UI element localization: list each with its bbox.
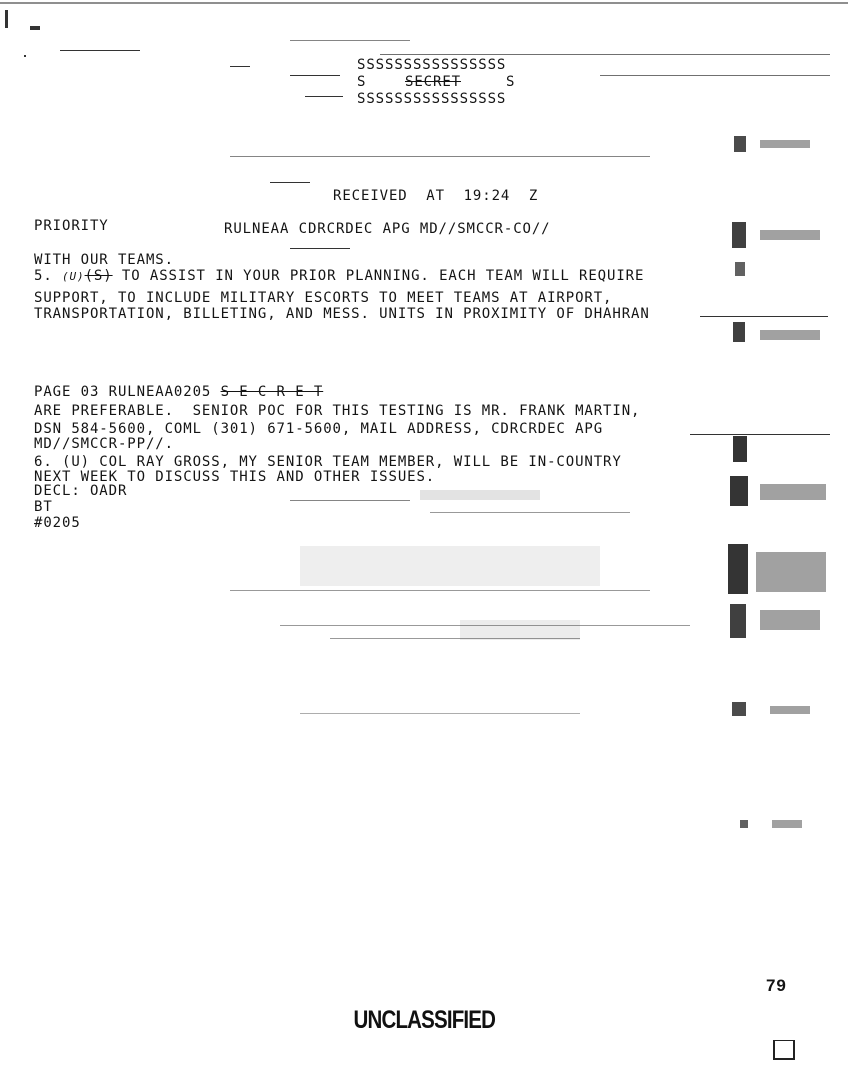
declassification-line: DECL: OADR [34, 483, 128, 499]
classification-banner-secret: SECRET [405, 74, 461, 90]
paragraph-5-line [34, 268, 644, 285]
page-header-text: PAGE 03 RULNEAA0205 [34, 384, 221, 400]
page-header-struck-classification: S E C R E T [220, 384, 324, 400]
struck-classification: (S) [84, 268, 113, 284]
classification-banner-line3: SSSSSSSSSSSSSSSS [357, 91, 507, 107]
classification-banner-line2-right: S [506, 74, 516, 90]
message-number: #0205 [34, 515, 81, 531]
classification-banner-line2-left: S [357, 74, 367, 90]
body-line: ARE PREFERABLE. SENIOR POC FOR THIS TESTING IS MR. FRANK MARTIN, [34, 403, 641, 419]
checkbox-mark [773, 1040, 795, 1060]
priority-label: PRIORITY [34, 218, 109, 234]
page-header [34, 384, 323, 400]
paragraph-6-line: 6. (U) COL RAY GROSS, MY SENIOR TEAM MEMBER, WILL BE IN-COUNTRY [34, 454, 622, 470]
unclassified-stamp: UNCLASSIFIED [353, 1006, 496, 1034]
body-line: TRANSPORTATION, BILLETING, AND MESS. UNITS IN PROXIMITY OF DHAHRAN [34, 306, 650, 322]
handwritten-marking: (U) [62, 270, 85, 283]
routing-indicator: RULNEAA CDRCRDEC APG MD//SMCCR-CO// [224, 221, 551, 237]
break-line: BT [34, 499, 53, 515]
received-time: RECEIVED AT 19:24 Z [333, 188, 539, 204]
body-line: MD//SMCCR-PP//. [34, 436, 174, 452]
classification-banner-line1: SSSSSSSSSSSSSSSS [357, 57, 507, 73]
body-line: NEXT WEEK TO DISCUSS THIS AND OTHER ISSUES. [34, 469, 436, 485]
paragraph-text: TO ASSIST IN YOUR PRIOR PLANNING. EACH TEAM WILL REQUIRE [112, 268, 645, 284]
body-line: DSN 584-5600, COML (301) 671-5600, MAIL ADDRESS, CDRCRDEC APG [34, 421, 604, 437]
body-line: SUPPORT, TO INCLUDE MILITARY ESCORTS TO MEET TEAMS AT AIRPORT, [34, 290, 613, 306]
page-number: 79 [766, 976, 787, 995]
body-line: WITH OUR TEAMS. [34, 252, 174, 268]
paragraph-number: 5. [34, 268, 62, 284]
